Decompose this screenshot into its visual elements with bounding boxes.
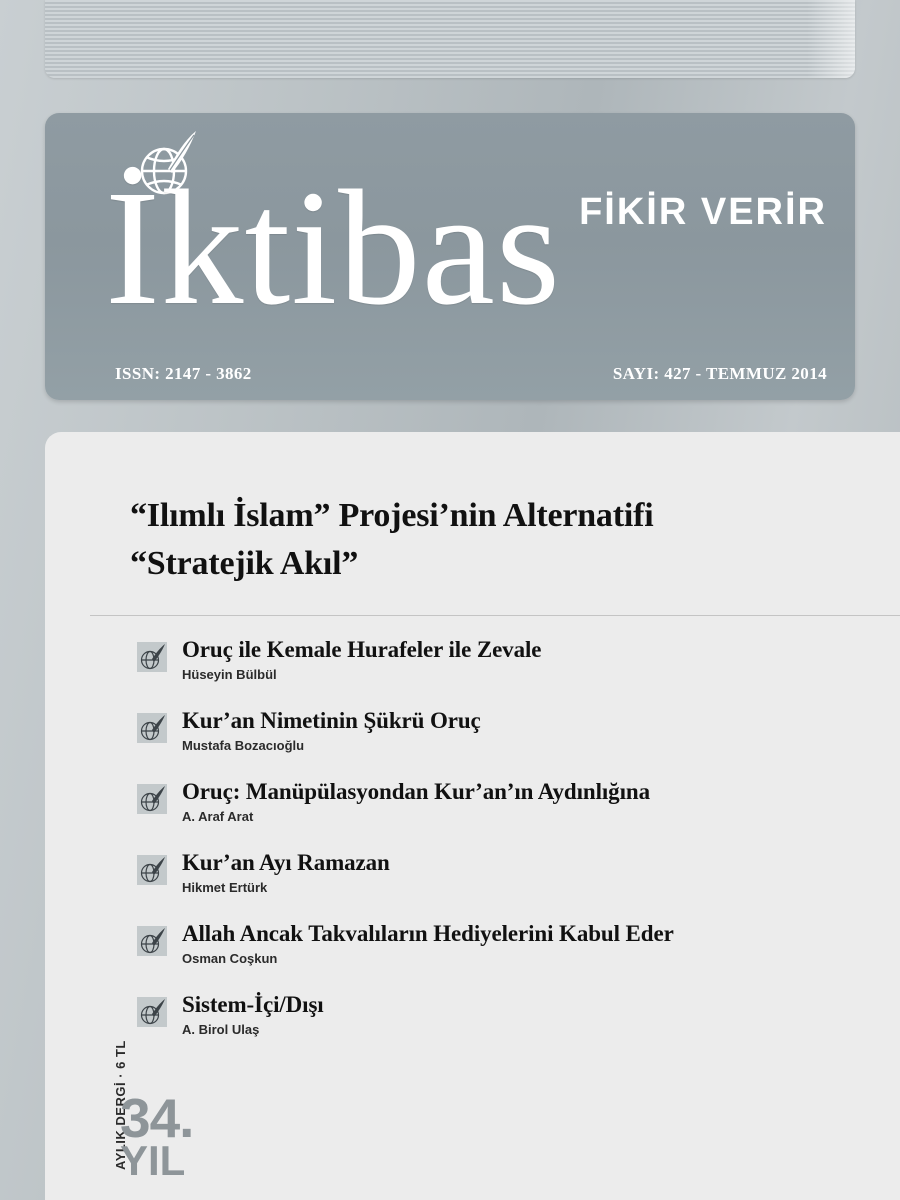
globe-quill-icon [137,642,167,672]
article-title: Kur’an Nimetinin Şükrü Oruç [182,708,481,733]
headline-divider [90,615,900,616]
list-item[interactable] [137,847,877,897]
article-author: A. Araf Arat [182,809,254,824]
article-title: Allah Ancak Takvalıların Hediyelerini Kabul Eder [182,921,674,946]
article-author: Osman Coşkun [182,951,278,966]
globe-quill-icon [137,997,167,1027]
list-item[interactable] [137,634,877,684]
article-author: A. Birol Ulaş [182,1022,260,1037]
cover-headline-line-2: “Stratejik Akıl” [130,545,359,582]
price-label-text: AYLIK DERGİ · 6 TL [113,1040,128,1170]
globe-quill-icon [137,926,167,956]
content-panel [45,432,900,1200]
list-item[interactable] [137,989,877,1039]
table-of-contents [137,634,877,1060]
article-author: Hüseyin Bülbül [182,667,277,682]
article-title: Sistem-İçi/Dışı [182,992,324,1017]
article-title: Oruç: Manüpülasyondan Kur’an’ın Aydınlığına [182,779,650,804]
list-item[interactable] [137,705,877,755]
list-item[interactable] [137,918,877,968]
masthead-panel [45,113,855,400]
top-striped-band [45,0,855,78]
anniversary-badge [120,1087,194,1184]
article-title: Oruç ile Kemale Hurafeler ile Zevale [182,637,542,662]
article-author: Mustafa Bozacıoğlu [182,738,305,753]
anniversary-number: 34. [120,1087,194,1149]
issn-label: ISSN: 2147 - 3862 [115,364,252,383]
price-label [99,1030,128,1170]
globe-quill-icon [137,855,167,885]
article-title: Kur’an Ayı Ramazan [182,850,390,875]
issue-number-label: SAYI: 427 - TEMMUZ 2014 [612,364,827,383]
anniversary-word: YIL [120,1137,186,1184]
cover-headline [130,492,860,588]
magazine-tagline: FİKİR VERİR [579,191,827,233]
globe-quill-icon [137,784,167,814]
article-author: Hikmet Ertürk [182,880,268,895]
magazine-logo: İktibas [105,156,562,339]
list-item[interactable] [137,776,877,826]
cover-headline-line-1: “Ilımlı İslam” Projesi’nin Alternatifi [130,497,654,534]
globe-quill-icon [137,713,167,743]
